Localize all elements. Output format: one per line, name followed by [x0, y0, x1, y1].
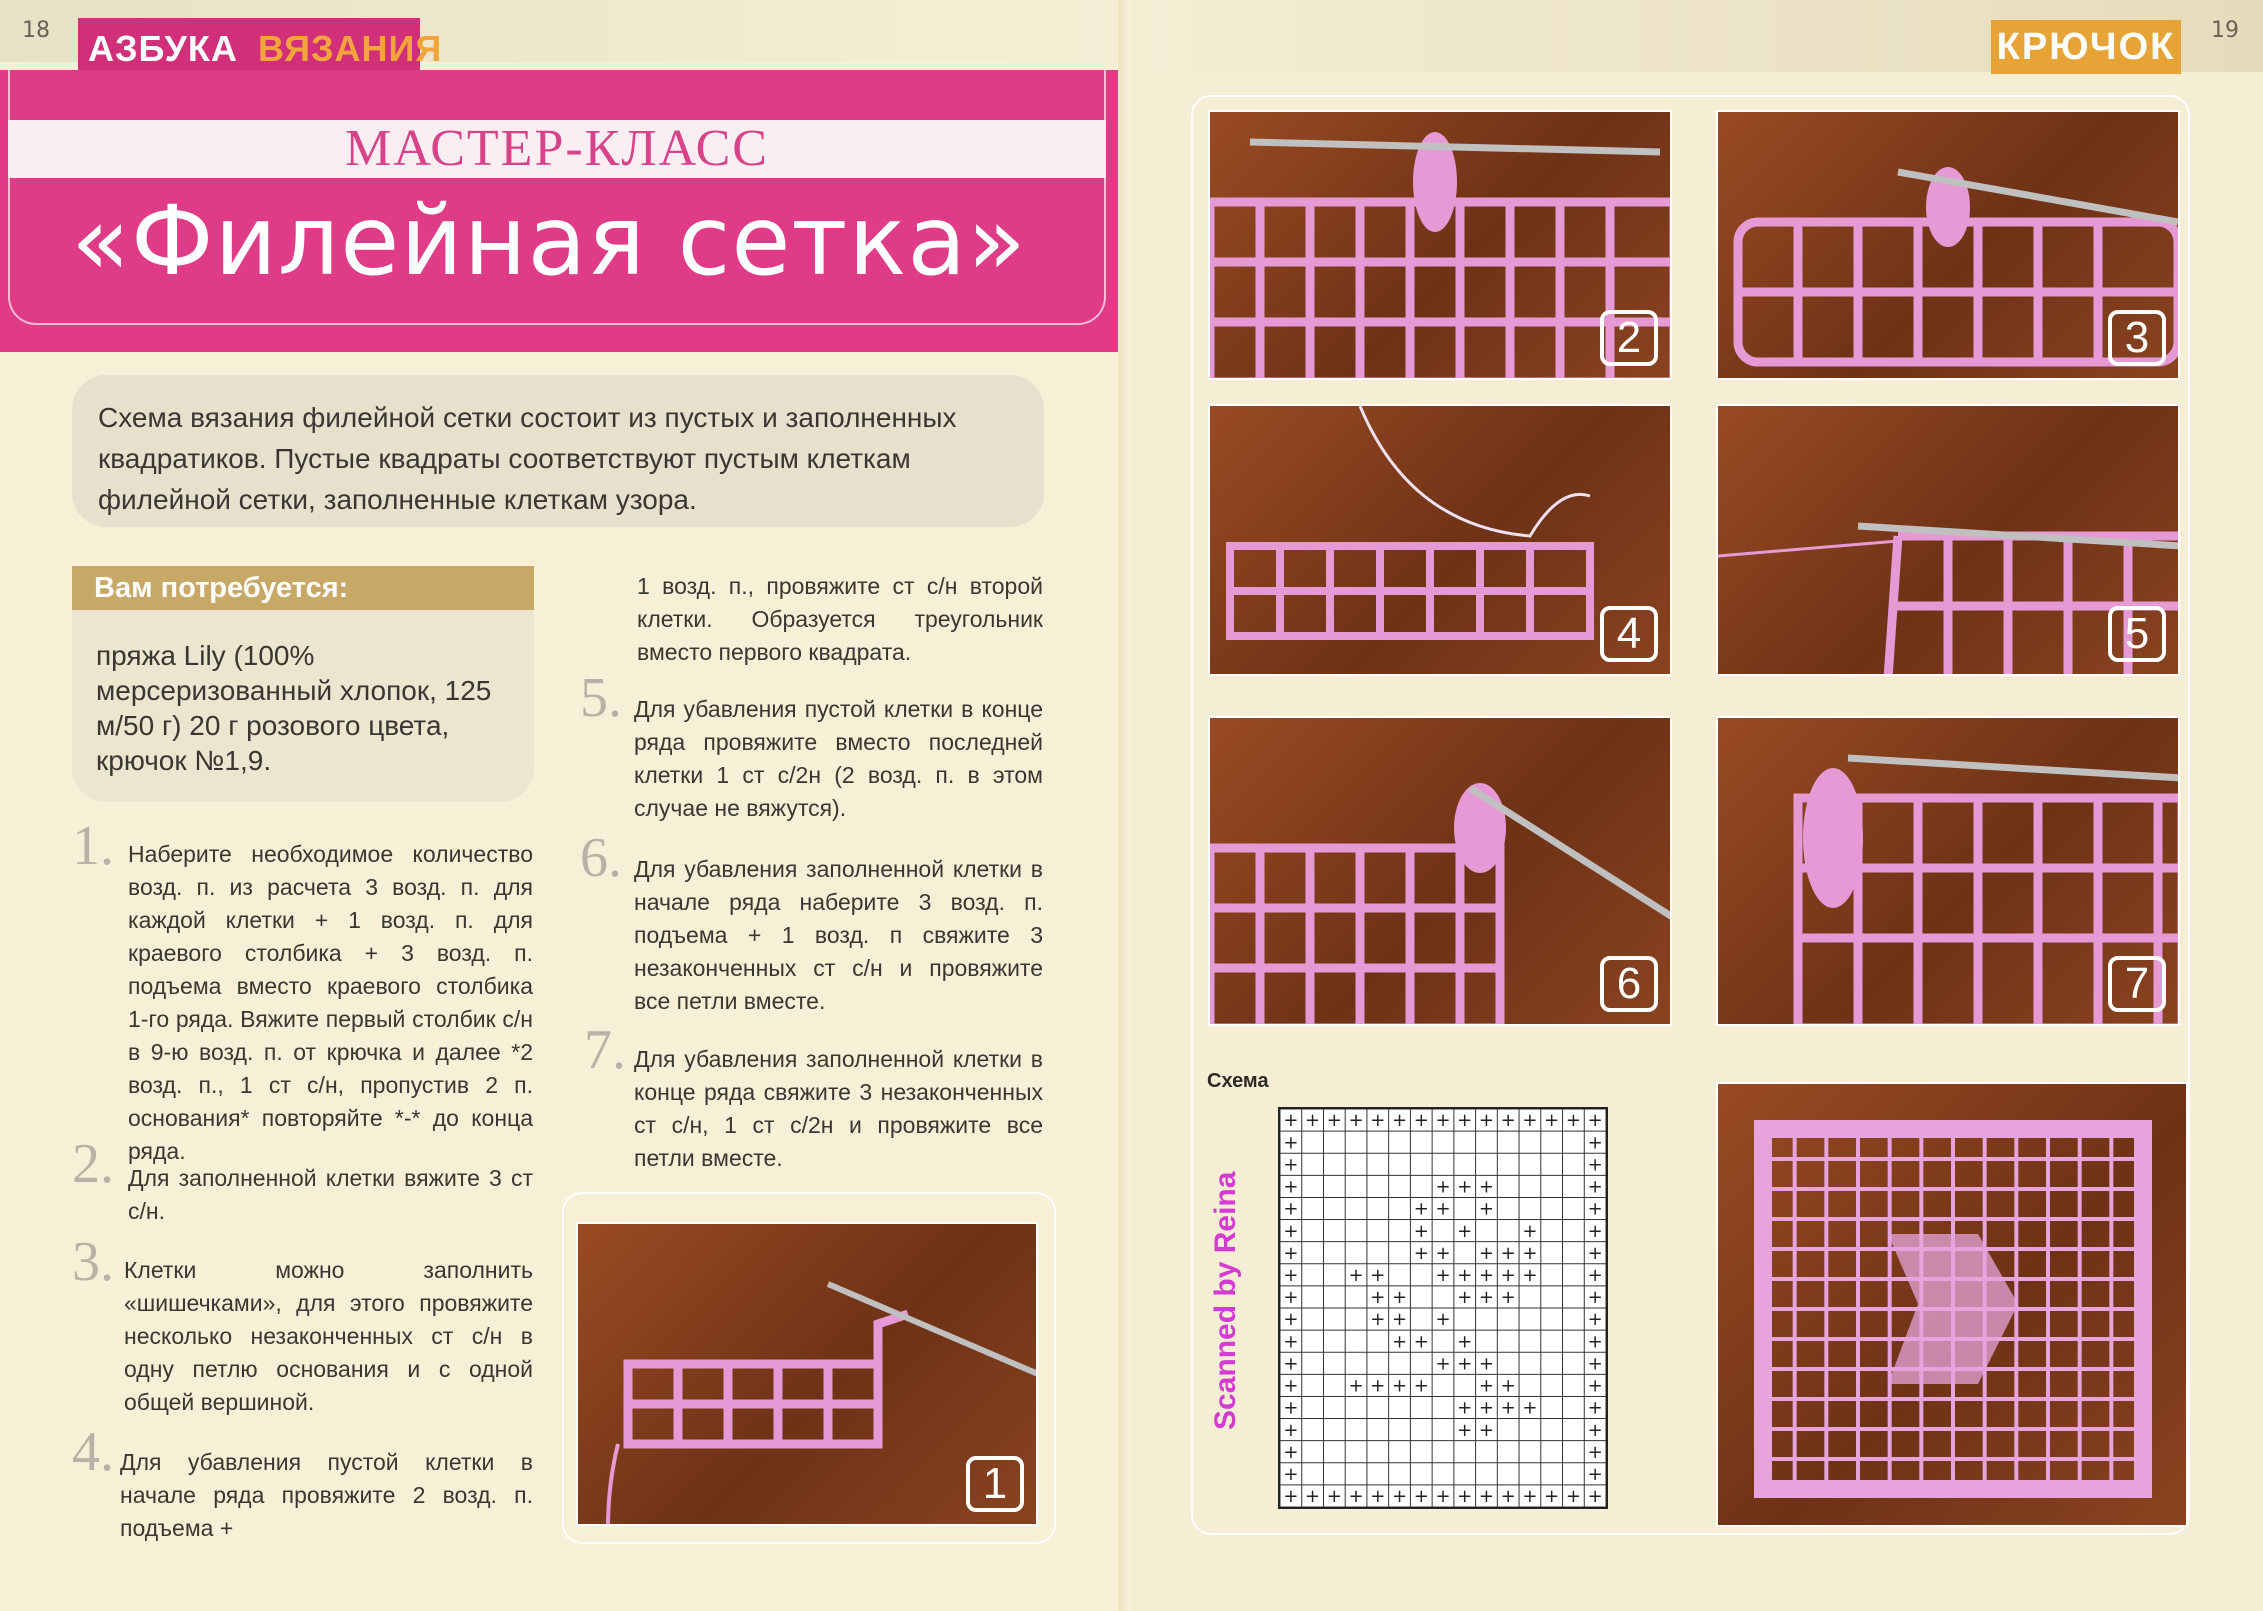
photo-number-badge: 4: [1600, 606, 1658, 662]
step-number: 5.: [580, 667, 622, 729]
svg-text:+: +: [1587, 1176, 1603, 1198]
svg-text:+: +: [1283, 1220, 1299, 1242]
svg-text:+: +: [1457, 1110, 1473, 1132]
svg-text:+: +: [1478, 1242, 1495, 1264]
left-page: [0, 0, 1131, 1611]
svg-text:+: +: [1370, 1287, 1386, 1309]
svg-text:+: +: [1283, 1419, 1299, 1441]
svg-text:+: +: [1413, 1198, 1429, 1220]
svg-text:+: +: [1457, 1220, 1473, 1242]
svg-text:+: +: [1283, 1110, 1299, 1132]
svg-text:+: +: [1478, 1176, 1495, 1198]
step-photo-1: [576, 1222, 1038, 1526]
page-number: 19: [2211, 18, 2239, 43]
svg-text:+: +: [1283, 1331, 1299, 1353]
svg-text:+: +: [1435, 1486, 1451, 1507]
photo-number-badge: 2: [1600, 310, 1658, 366]
svg-text:+: +: [1500, 1397, 1516, 1419]
step-text: Наберите необходимое количество возд. п. из расчета 3 возд. п. для каждой клетки + 1 возд. п. для краевого столбика + 3 возд. п. подъема вместо краевого столбика 1-го ряда. Вяжите первый столбик с/н в 9-ю возд. п. от крючка и далее *2 возд. п., 1 ст с/н, пропустив 2 п. основания* повторяйте *-* до конца ряда.: [128, 841, 533, 1164]
svg-text:+: +: [1435, 1265, 1451, 1287]
scanned-credit: [1205, 1120, 1245, 1435]
rubric-label-part1: АЗБУКА: [78, 18, 250, 70]
svg-text:+: +: [1587, 1464, 1603, 1486]
materials-heading: Вам потребуется:: [72, 566, 534, 610]
svg-text:+: +: [1587, 1331, 1603, 1353]
svg-text:+: +: [1413, 1486, 1429, 1507]
step-text: Для заполненной клетки вяжите 3 ст с/н.: [128, 1165, 533, 1224]
svg-text:+: +: [1391, 1110, 1408, 1132]
svg-text:+: +: [1587, 1375, 1603, 1397]
svg-text:+: +: [1500, 1265, 1516, 1287]
crochet-swatch-image: [1718, 1084, 2186, 1525]
photo-number-badge: 3: [2108, 310, 2166, 366]
svg-text:+: +: [1587, 1220, 1603, 1242]
svg-text:+: +: [1326, 1110, 1342, 1132]
svg-text:+: +: [1457, 1265, 1473, 1287]
header-block: [0, 70, 1131, 352]
svg-text:+: +: [1457, 1486, 1473, 1507]
svg-text:+: +: [1391, 1486, 1408, 1507]
step-photo-7: [1716, 716, 2180, 1026]
svg-text:+: +: [1522, 1110, 1538, 1132]
photo-number-badge: 5: [2108, 606, 2166, 662]
step-number: 1.: [72, 815, 114, 877]
svg-text:+: +: [1500, 1110, 1516, 1132]
step-photo-2: [1208, 110, 1672, 380]
photo-number-badge: 1: [966, 1456, 1024, 1512]
svg-text:+: +: [1565, 1486, 1581, 1507]
step-number: 2.: [72, 1133, 114, 1195]
svg-text:+: +: [1413, 1242, 1429, 1264]
page-title: «Филейная сетка»: [71, 185, 1027, 297]
svg-text:+: +: [1435, 1242, 1451, 1264]
svg-text:+: +: [1587, 1419, 1603, 1441]
svg-text:+: +: [1478, 1198, 1495, 1220]
intro-text: Схема вязания филейной сетки состоит из пустых и заполненных квадратиков. Пустые квадраты соответствуют пустым клеткам филейной сетки, заполненные клеткам узора.: [72, 375, 1044, 527]
svg-text:+: +: [1413, 1110, 1429, 1132]
svg-text:+: +: [1435, 1176, 1451, 1198]
svg-text:+: +: [1478, 1287, 1495, 1309]
svg-text:+: +: [1435, 1110, 1451, 1132]
svg-text:+: +: [1370, 1110, 1386, 1132]
page-number: 18: [22, 18, 50, 43]
step-photo-4: [1208, 404, 1672, 676]
svg-text:+: +: [1283, 1287, 1299, 1309]
step-text: Для убавления заполненной клетки в начале ряда наберите 3 возд. п. подъема + 1 возд. п свяжите 3 незаконченных ст с/н и провяжите все петли вместе.: [634, 856, 1043, 1014]
svg-text:+: +: [1587, 1110, 1603, 1132]
svg-text:+: +: [1522, 1242, 1538, 1264]
svg-text:+: +: [1391, 1331, 1408, 1353]
chart-grid-drawing: [1280, 1109, 1606, 1507]
svg-text:+: +: [1478, 1110, 1495, 1132]
step-text: Для убавления пустой клетки в начале ряда провяжите 2 возд. п. подъема +: [120, 1449, 533, 1541]
svg-text:+: +: [1435, 1198, 1451, 1220]
schema-label: Схема: [1207, 1070, 1269, 1092]
svg-text:+: +: [1370, 1309, 1386, 1331]
materials-text: пряжа Lily (100% мерсеризованный хлопок, 125 м/50 г) 20 г розового цвета, крючок №1,9.: [96, 640, 492, 776]
materials-box: [72, 566, 534, 802]
svg-text:+: +: [1587, 1242, 1603, 1264]
svg-text:+: +: [1305, 1486, 1321, 1507]
svg-text:+: +: [1283, 1375, 1299, 1397]
step-photo-5: [1716, 404, 2180, 676]
svg-text:+: +: [1478, 1375, 1495, 1397]
svg-text:+: +: [1326, 1486, 1342, 1507]
finished-swatch-photo: [1716, 1082, 2188, 1527]
photo-number-badge: 7: [2108, 956, 2166, 1012]
svg-text:+: +: [1478, 1353, 1495, 1375]
svg-text:+: +: [1283, 1441, 1299, 1463]
svg-text:+: +: [1413, 1220, 1429, 1242]
svg-text:+: +: [1435, 1309, 1451, 1331]
svg-text:+: +: [1283, 1198, 1299, 1220]
svg-text:+: +: [1478, 1265, 1495, 1287]
svg-text:+: +: [1500, 1287, 1516, 1309]
svg-text:+: +: [1587, 1198, 1603, 1220]
svg-text:+: +: [1348, 1110, 1364, 1132]
svg-text:+: +: [1457, 1419, 1473, 1441]
svg-text:+: +: [1500, 1375, 1516, 1397]
svg-text:+: +: [1283, 1397, 1299, 1419]
photo-number-badge: 6: [1600, 956, 1658, 1012]
svg-text:+: +: [1283, 1242, 1299, 1264]
svg-text:+: +: [1370, 1265, 1386, 1287]
svg-text:+: +: [1283, 1154, 1299, 1176]
scanned-credit-text: [1205, 1120, 1245, 1435]
master-class-label: МАСТЕР-КЛАСС: [345, 120, 769, 177]
svg-text:+: +: [1391, 1309, 1408, 1331]
svg-text:+: +: [1587, 1486, 1603, 1507]
svg-text:+: +: [1283, 1176, 1299, 1198]
step-photo-3: [1716, 110, 2180, 380]
svg-text:+: +: [1435, 1353, 1451, 1375]
svg-text:+: +: [1283, 1353, 1299, 1375]
svg-text:+: +: [1457, 1176, 1473, 1198]
svg-text:+: +: [1587, 1132, 1603, 1154]
svg-text:+: +: [1348, 1486, 1364, 1507]
svg-text:+: +: [1413, 1331, 1429, 1353]
svg-text:+: +: [1478, 1486, 1495, 1507]
step-number: 6.: [580, 827, 622, 889]
svg-text:Scanned by Reina: Scanned by Reina: [1209, 1171, 1242, 1430]
svg-text:+: +: [1457, 1353, 1473, 1375]
svg-text:+: +: [1587, 1397, 1603, 1419]
step-photo-6: [1208, 716, 1672, 1026]
filet-chart-grid: [1278, 1107, 1608, 1509]
svg-text:+: +: [1522, 1220, 1538, 1242]
step-text: 1 возд. п., провяжите ст с/н второй клетки. Образуется треугольник вместо первого квадрата.: [637, 573, 1043, 665]
svg-text:+: +: [1522, 1397, 1538, 1419]
svg-text:+: +: [1283, 1309, 1299, 1331]
svg-text:+: +: [1587, 1309, 1603, 1331]
svg-text:+: +: [1370, 1375, 1386, 1397]
step-text: Клетки можно заполнить «шишечками», для этого провяжите несколько незаконченных ст с/н в одну петлю основания и с одной общей вершиной.: [124, 1257, 533, 1415]
svg-text:+: +: [1457, 1331, 1473, 1353]
svg-text:+: +: [1500, 1242, 1516, 1264]
svg-text:+: +: [1587, 1265, 1603, 1287]
svg-text:+: +: [1457, 1397, 1473, 1419]
svg-text:+: +: [1370, 1486, 1386, 1507]
svg-text:+: +: [1283, 1486, 1299, 1507]
svg-text:+: +: [1587, 1154, 1603, 1176]
svg-text:+: +: [1500, 1486, 1516, 1507]
svg-text:+: +: [1391, 1375, 1408, 1397]
svg-text:+: +: [1544, 1110, 1560, 1132]
svg-text:+: +: [1283, 1132, 1299, 1154]
svg-text:+: +: [1478, 1419, 1495, 1441]
svg-text:+: +: [1283, 1265, 1299, 1287]
master-class-bar: [8, 120, 1106, 178]
svg-text:+: +: [1587, 1353, 1603, 1375]
svg-text:+: +: [1587, 1441, 1603, 1463]
svg-text:+: +: [1565, 1110, 1581, 1132]
svg-text:+: +: [1391, 1287, 1408, 1309]
rubric-label-part2: ВЯЗАНИЯ: [250, 18, 420, 70]
step-text: Для убавления пустой клетки в конце ряда провяжите вместо последней клетки 1 ст с/2н (2 возд. п. в этом случае не вяжутся).: [634, 696, 1043, 821]
step-text: Для убавления заполненной клетки в конце ряда свяжите 3 незаконченных ст с/н, 1 ст с/2н и провяжите все петли вместе.: [634, 1046, 1043, 1171]
svg-text:+: +: [1587, 1287, 1603, 1309]
svg-text:+: +: [1522, 1486, 1538, 1507]
rubric-label: КРЮЧОК: [1991, 20, 2181, 74]
svg-text:+: +: [1522, 1265, 1538, 1287]
svg-text:+: +: [1348, 1265, 1364, 1287]
step-number: 7.: [584, 1019, 626, 1081]
svg-text:+: +: [1478, 1397, 1495, 1419]
svg-text:+: +: [1457, 1287, 1473, 1309]
step-number: 3.: [72, 1231, 114, 1293]
svg-text:+: +: [1283, 1464, 1299, 1486]
svg-text:+: +: [1413, 1375, 1429, 1397]
svg-text:+: +: [1348, 1375, 1364, 1397]
svg-text:+: +: [1544, 1486, 1560, 1507]
step-number: 4.: [72, 1421, 114, 1483]
svg-text:+: +: [1305, 1110, 1321, 1132]
